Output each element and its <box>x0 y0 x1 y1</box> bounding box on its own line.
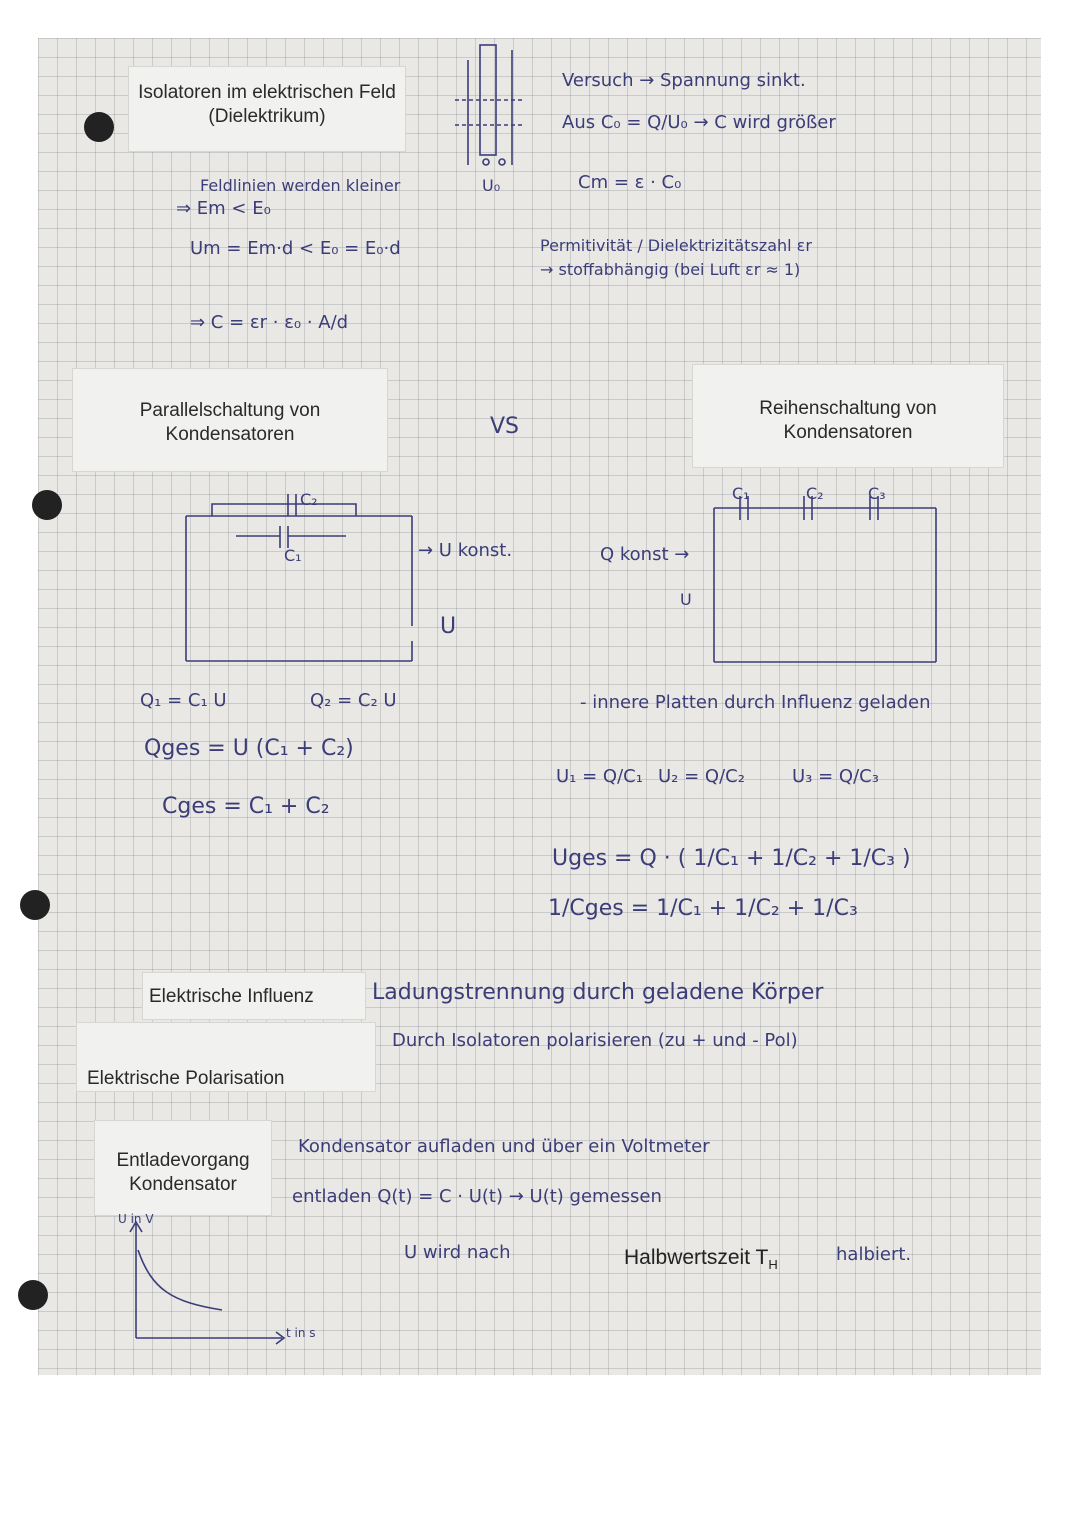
heading-entladevorgang <box>94 1120 272 1216</box>
heading-polarisation <box>76 1022 376 1092</box>
punch-hole <box>20 890 50 920</box>
discharge-graph <box>112 1210 352 1360</box>
formula-q1: Q₁ = C₁ U <box>140 690 227 711</box>
heading-text: Entladevorgang Kondensator <box>116 1150 250 1195</box>
graph-y-label: U in V <box>118 1212 154 1226</box>
label-halbwertszeit: Halbwertszeit $T_H$ <box>624 1246 778 1273</box>
note-um: Um = Em·d < E₀ = E₀·d <box>190 238 401 259</box>
series-c2: C₂ <box>806 484 824 503</box>
dielectric-sketch <box>450 40 530 180</box>
formula-u3: U₃ = Q/C₃ <box>792 766 879 787</box>
note-aufladen: Kondensator aufladen und über ein Voltmeter <box>298 1136 710 1157</box>
punch-hole <box>32 490 62 520</box>
vs-label: VS <box>490 414 520 439</box>
note-versuch: Versuch → Spannung sinkt. <box>562 70 806 91</box>
punch-hole <box>84 112 114 142</box>
formula-cges-reihe: 1/Cges = 1/C₁ + 1/C₂ + 1/C₃ <box>548 896 858 921</box>
formula-qges: Qges = U (C₁ + C₂) <box>144 736 354 761</box>
heading-reihe <box>692 364 1004 468</box>
note-em-e0: ⇒ Em < E₀ <box>176 198 271 219</box>
note-feldlinien: Feldlinien werden kleiner <box>200 176 401 195</box>
series-c3: C₃ <box>868 484 886 503</box>
note-aus-c: Aus C₀ = Q/U₀ → C wird größer <box>562 112 836 133</box>
note-permittivitaet: Permitivität / Dielektrizitätszahl εr <box>540 236 812 255</box>
label-c1: C₁ <box>284 546 302 565</box>
note-ukonst: → U konst. <box>418 540 513 561</box>
heading-isolatoren <box>128 66 406 152</box>
note-innere-platten: - innere Platten durch Influenz geladen <box>580 692 931 713</box>
formula-q2: Q₂ = C₂ U <box>310 690 397 711</box>
note-u-wird: U wird nach <box>404 1242 511 1263</box>
heading-text: Reihenschaltung von Kondensatoren <box>759 398 937 443</box>
note-ladungstrennung: Ladungstrennung durch geladene Körper <box>372 980 824 1005</box>
note-entladen: entladen Q(t) = C · U(t) → U(t) gemessen <box>292 1186 662 1207</box>
halbwert-text: Halbwertszeit T <box>624 1246 769 1269</box>
heading-text: Parallelschaltung von Kondensatoren <box>139 400 321 445</box>
series-u: U <box>680 590 692 609</box>
label-u: U <box>440 614 457 639</box>
punch-hole <box>18 1280 48 1310</box>
formula-u2: U₂ = Q/C₂ <box>658 766 745 787</box>
label-c2: C₂ <box>300 490 318 509</box>
heading-influenz <box>142 972 366 1020</box>
note-durch-isolatoren: Durch Isolatoren polarisieren (zu + und - Pol) <box>392 1030 798 1051</box>
series-c1: C₁ <box>732 484 750 503</box>
note-cm: Cm = ε · C₀ <box>578 172 682 193</box>
formula-uges: Uges = Q · ( 1/C₁ + 1/C₂ + 1/C₃ ) <box>552 846 911 871</box>
u0-label: U₀ <box>482 176 501 195</box>
note-qkonst: Q konst → <box>600 544 690 565</box>
note-halbiert: halbiert. <box>836 1244 912 1265</box>
note-stoffabhaengig: → stoffabhängig (bei Luft εr ≈ 1) <box>540 260 801 279</box>
graph-x-label: t in s <box>286 1326 316 1340</box>
heading-text: Elektrische Influenz <box>149 986 314 1007</box>
note-c-formula: ⇒ C = εr · ε₀ · A/d <box>190 312 349 333</box>
formula-cges-parallel: Cges = C₁ + C₂ <box>162 794 330 819</box>
heading-text: Elektrische Polarisation <box>87 1068 285 1089</box>
formula-u1: U₁ = Q/C₁ <box>556 766 643 787</box>
series-circuit <box>704 484 944 664</box>
heading-parallel <box>72 368 388 472</box>
heading-text: Isolatoren im elektrischen Feld (Dielektrikum) <box>138 82 396 127</box>
